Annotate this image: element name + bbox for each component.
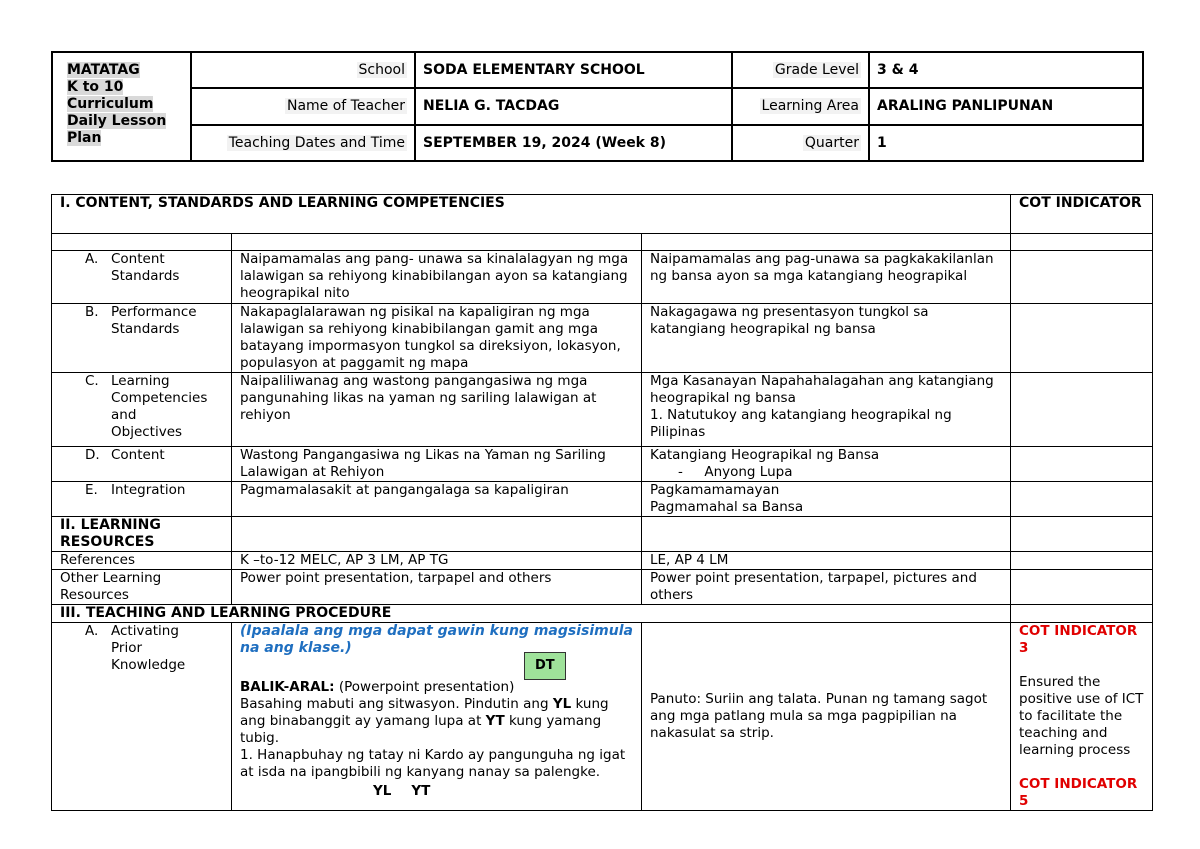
table-row — [52, 623, 1153, 811]
curriculum-title: MATATAG K to 10 Curriculum Daily Lesson Plan — [52, 52, 191, 161]
grade-level-label: Grade Level — [732, 52, 869, 88]
integration-grade3: Pagmamalasakit at pangangalaga sa kapaligiran — [232, 482, 642, 517]
grade-level-value: 3 & 4 — [869, 52, 1143, 88]
learning-area-label: Learning Area — [732, 88, 869, 124]
references-label: References — [52, 552, 232, 570]
section-2-title: II. LEARNING RESOURCES — [52, 517, 232, 552]
cot-cell — [1011, 552, 1153, 570]
content-standards-grade4: Naipamamalas ang pag-unawa sa pagkakakilanlan ng bansa ayon sa mga katangiang heograpikal — [642, 251, 1011, 304]
row-label-activating-prior-knowledge: A. Activating Prior Knowledge — [52, 623, 232, 811]
performance-standards-grade4: Nakagagawa ng presentasyon tungkol sa katangiang heograpikal ng bansa — [642, 304, 1011, 373]
other-resources-grade4: Power point presentation, tarpapel, pictures and others — [642, 570, 1011, 605]
integration-grade4: Pagkamamamayan Pagmamahal sa Bansa — [642, 482, 1011, 517]
quarter-value: 1 — [869, 125, 1143, 161]
school-label: School — [191, 52, 415, 88]
balik-aral-instructions: Basahing mabuti ang sitwasyon. Pindutin ang YL kung ang binabanggit ay yamang lupa at YT kung yamang tubig. — [240, 696, 609, 746]
content-standards-grade3: Naipamamalas ang pang- unawa sa kinalalagyan ng mga lalawigan sa rehiyong kinabibilangan ayon sa katangiang heograpikal nito — [232, 251, 642, 304]
table-row — [52, 447, 1153, 482]
references-grade4: LE, AP 4 LM — [642, 552, 1011, 570]
learning-area-value: ARALING PANLIPUNAN — [869, 88, 1143, 124]
table-row — [52, 552, 1153, 570]
empty-cell — [232, 517, 642, 552]
cot-indicator-5: COT INDICATOR 5 — [1019, 776, 1138, 809]
table-row — [52, 251, 1153, 304]
content-grade3: Wastong Pangangasiwa ng Likas na Yaman ng Sariling Lalawigan at Rehiyon — [232, 447, 642, 482]
row-label-content: D. Content — [52, 447, 232, 482]
cot-cell — [1011, 447, 1153, 482]
row-label-integration: E. Integration — [52, 482, 232, 517]
table-row — [52, 373, 1153, 447]
content-grade4: Katangiang Heograpikal ng Bansa - Anyong Lupa — [642, 447, 1011, 482]
cot-cell — [1011, 251, 1153, 304]
table-row — [52, 482, 1153, 517]
cot-indicator-3-text: Ensured the positive use of ICT to facilitate the teaching and learning process — [1019, 674, 1144, 758]
teacher-value: NELIA G. TACDAG — [415, 88, 732, 124]
cot-cell — [1011, 373, 1153, 447]
table-row — [52, 304, 1153, 373]
activating-grade4: Panuto: Suriin ang talata. Punan ng tamang sagot ang mga patlang mula sa mga pagpipilian na nakasulat sa strip. — [642, 623, 1011, 811]
teaching-dates-value: SEPTEMBER 19, 2024 (Week 8) — [415, 125, 732, 161]
teacher-label: Name of Teacher — [191, 88, 415, 124]
choice-yt: YT — [411, 783, 431, 799]
empty-cell — [1011, 605, 1153, 623]
empty-cell — [1011, 234, 1153, 251]
other-resources-label: Other Learning Resources — [52, 570, 232, 605]
activating-grade3 — [232, 623, 642, 811]
empty-cell — [232, 234, 642, 251]
cot-cell — [1011, 304, 1153, 373]
row-label-learning-competencies: C. Learning Competencies and Objectives — [52, 373, 232, 447]
section-3-title: III. TEACHING AND LEARNING PROCEDURE — [52, 605, 1011, 623]
cot-indicator-header: COT INDICATOR — [1011, 195, 1153, 234]
table-row — [52, 570, 1153, 605]
header-table — [51, 51, 1144, 162]
other-resources-grade3: Power point presentation, tarpapel and others — [232, 570, 642, 605]
balik-aral-heading: BALIK-ARAL: (Powerpoint presentation) — [240, 679, 515, 695]
learning-competencies-grade4: Mga Kasanayan Napahahalagahan ang katangiang heograpikal ng bansa 1. Natutukoy ang katangiang heograpikal ng Pilipinas — [642, 373, 1011, 447]
teacher-note: (Ipaalala ang mga dapat gawin kung magsisimula na ang klase.) — [240, 623, 633, 656]
balik-aral-item: 1. Hanapbuhay ng tatay ni Kardo ay pangunguha ng igat at isda na ipangbibili ng kanyang nanay sa palengke. — [240, 747, 626, 780]
empty-cell — [1011, 517, 1153, 552]
lesson-plan-table — [51, 194, 1153, 811]
empty-cell — [642, 517, 1011, 552]
row-label-performance-standards: B. Performance Standards — [52, 304, 232, 373]
quarter-label: Quarter — [732, 125, 869, 161]
section-1-title: I. CONTENT, STANDARDS AND LEARNING COMPETENCIES — [52, 195, 1011, 234]
cot-cell — [1011, 482, 1153, 517]
cot-cell — [1011, 570, 1153, 605]
teaching-dates-label: Teaching Dates and Time — [191, 125, 415, 161]
empty-cell — [52, 234, 232, 251]
dt-badge: DT — [524, 652, 566, 680]
references-grade3: K –to-12 MELC, AP 3 LM, AP TG — [232, 552, 642, 570]
cot-indicator-3: COT INDICATOR 3 — [1019, 623, 1138, 656]
cot-indicators-cell — [1011, 623, 1153, 811]
empty-cell — [642, 234, 1011, 251]
learning-competencies-grade3: Naipaliliwanag ang wastong pangangasiwa ng mga pangunahing likas na yaman ng sariling lalawigan at rehiyon — [232, 373, 642, 447]
performance-standards-grade3: Nakapaglalarawan ng pisikal na kapaligiran ng mga lalawigan sa rehiyong kinabibilangan gamit ang mga batayang impormasyon tungkol sa direksiyon, lokasyon, populasyon at paggamit ng mapa — [232, 304, 642, 373]
row-label-content-standards: A. Content Standards — [52, 251, 232, 304]
choice-yl: YL — [373, 783, 392, 799]
school-value: SODA ELEMENTARY SCHOOL — [415, 52, 732, 88]
